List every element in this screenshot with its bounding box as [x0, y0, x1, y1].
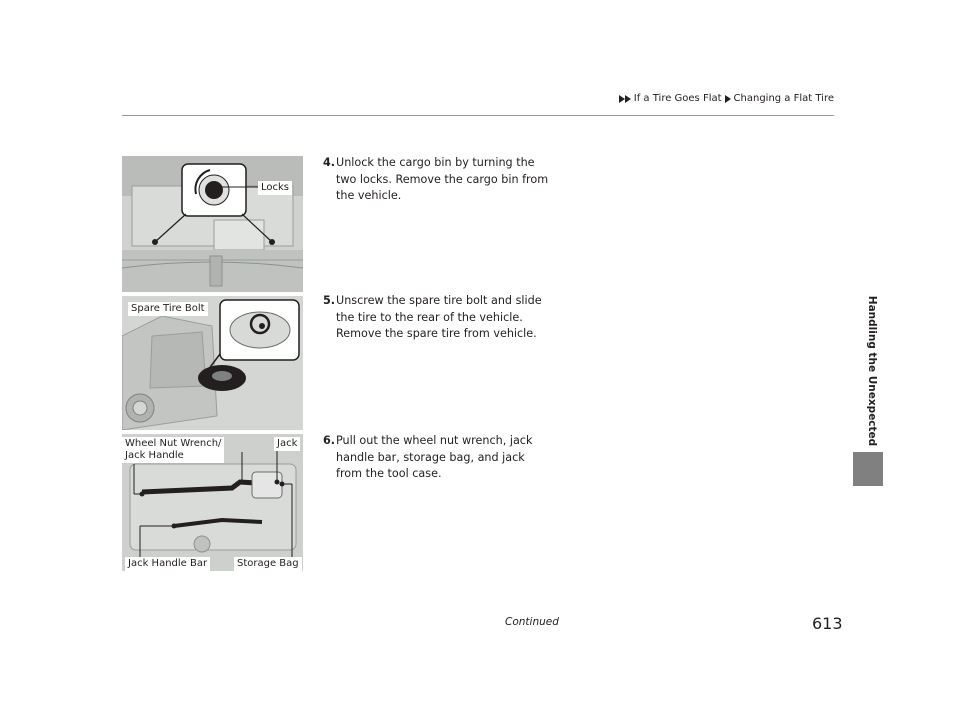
spare-tire-illustration	[122, 296, 303, 430]
cargo-bin-illustration	[122, 156, 303, 292]
step-text: Unlock the cargo bin by turning the two locks. Remove the cargo bin from the vehicle.	[336, 156, 549, 202]
double-arrow-icon	[619, 95, 631, 103]
breadcrumb-item[interactable]: Changing a Flat Tire	[733, 93, 834, 104]
callout-storage-bag: Storage Bag	[234, 557, 302, 571]
tool-case-figure	[122, 434, 303, 571]
cargo-bin-figure	[122, 156, 303, 292]
step-text: Pull out the wheel nut wrench, jack handle bar, storage bag, and jack from the tool case.	[336, 434, 533, 480]
callout-wheel-nut-wrench: Wheel Nut Wrench/ Jack Handle	[122, 437, 224, 463]
step-4	[323, 155, 553, 205]
step-text: Unscrew the spare tire bolt and slide the tire to the rear of the vehicle. Remove the spare tire from vehicle.	[336, 294, 542, 340]
continued-label: Continued	[505, 616, 559, 628]
callout-spare-tire-bolt: Spare Tire Bolt	[128, 302, 208, 316]
breadcrumb-item[interactable]: If a Tire Goes Flat	[633, 93, 722, 104]
step-5	[323, 293, 553, 343]
header-rule	[122, 115, 834, 116]
step-number: 4.	[323, 156, 336, 169]
section-label: Handling the Unexpected	[866, 295, 878, 447]
step-6	[323, 433, 553, 483]
section-tab	[853, 452, 883, 486]
spare-tire-figure	[122, 296, 303, 430]
breadcrumb	[619, 93, 834, 104]
step-number: 5.	[323, 294, 336, 307]
step-number: 6.	[323, 434, 336, 447]
callout-jack-handle-bar: Jack Handle Bar	[125, 557, 210, 571]
arrow-icon	[725, 95, 731, 103]
callout-jack: Jack	[274, 437, 300, 451]
callout-locks: Locks	[258, 181, 292, 195]
page-number: 613	[812, 614, 843, 633]
